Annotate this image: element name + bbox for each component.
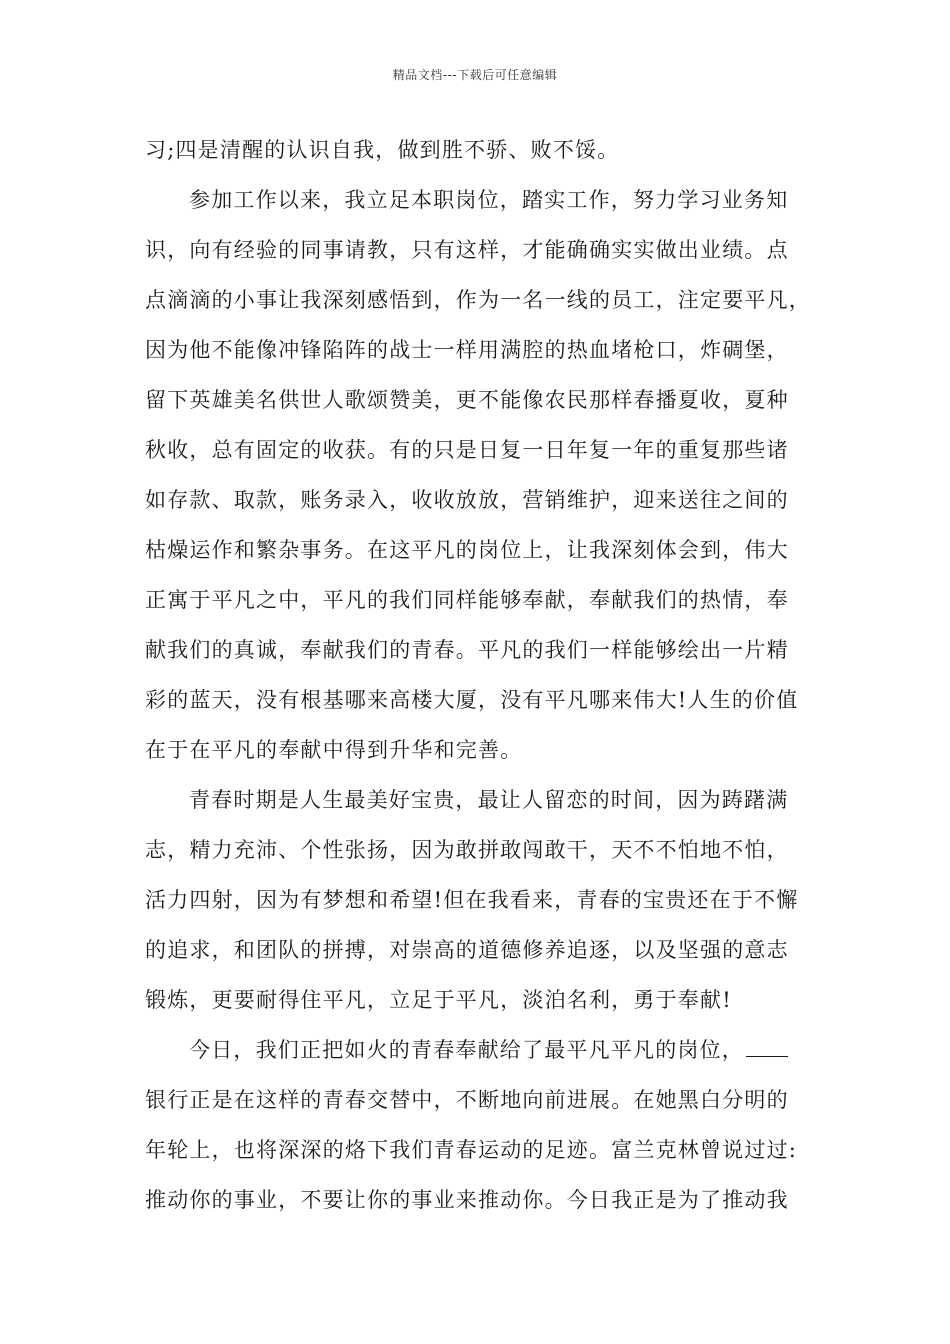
text-line: 参加工作以来，我立足本职岗位，踏实工作，努力学习业务知 <box>189 188 789 212</box>
text-line: 年轮上，也将深深的烙下我们青春运动的足迹。富兰克林曾说过过: <box>145 1138 798 1162</box>
text-line: 点滴滴的小事让我深刻感悟到，作为一名一线的员工，注定要平凡， <box>145 288 811 312</box>
text-line: 银行正是在这样的青春交替中，不断地向前进展。在她黑白分明的 <box>145 1088 789 1112</box>
text-line <box>189 1036 788 1064</box>
text-line: 枯燥运作和繁杂事务。在这平凡的岗位上，让我深刻体会到，伟大 <box>145 538 789 562</box>
text-line: 志，精力充沛、个性张扬，因为敢拼敢闯敢干，天不不怕地不怕， <box>145 838 789 862</box>
text-line: 彩的蓝天，没有根基哪来高楼大厦，没有平凡哪来伟大!人生的价值 <box>145 688 799 712</box>
text-line: 献我们的真诚，奉献我们的青春。平凡的我们一样能够绘出一片精 <box>145 638 789 662</box>
text-line: 活力四射，因为有梦想和希望!但在我看来，青春的宝贵还在于不懈 <box>145 888 799 912</box>
blank-underline <box>746 1038 788 1057</box>
text-line: 习;四是清醒的认识自我，做到胜不骄、败不馁。 <box>145 138 620 162</box>
text-line-content: 今日，我们正把如火的青春奉献给了最平凡平凡的岗位， <box>189 1038 744 1062</box>
text-line: 如存款、取款，账务录入，收收放放，营销维护，迎来送往之间的 <box>145 488 789 512</box>
text-line: 因为他不能像冲锋陷阵的战士一样用满腔的热血堵枪口，炸碉堡， <box>145 338 789 362</box>
text-line: 识，向有经验的同事请教，只有这样，才能确确实实做出业绩。点 <box>145 238 789 262</box>
page-header: 精品文档---下载后可任意编辑 <box>392 68 558 82</box>
text-line: 青春时期是人生最美好宝贵，最让人留恋的时间，因为踌躇满 <box>189 788 789 812</box>
text-line: 留下英雄美名供世人歌颂赞美，更不能像农民那样春播夏收，夏种 <box>145 388 789 412</box>
text-line: 秋收，总有固定的收获。有的只是日复一日年复一年的重复那些诸 <box>145 438 789 462</box>
text-line: 正寓于平凡之中，平凡的我们同样能够奉献，奉献我们的热情，奉 <box>145 588 789 612</box>
text-line: 在于在平凡的奉献中得到升华和完善。 <box>145 738 523 762</box>
text-line: 推动你的事业，不要让你的事业来推动你。今日我正是为了推动我 <box>145 1188 789 1212</box>
text-line: 锻炼，更要耐得住平凡，立足于平凡，淡泊名利，勇于奉献! <box>145 988 732 1012</box>
text-line: 的追求，和团队的拼搏，对崇高的道德修养追逐，以及坚强的意志 <box>145 938 789 962</box>
